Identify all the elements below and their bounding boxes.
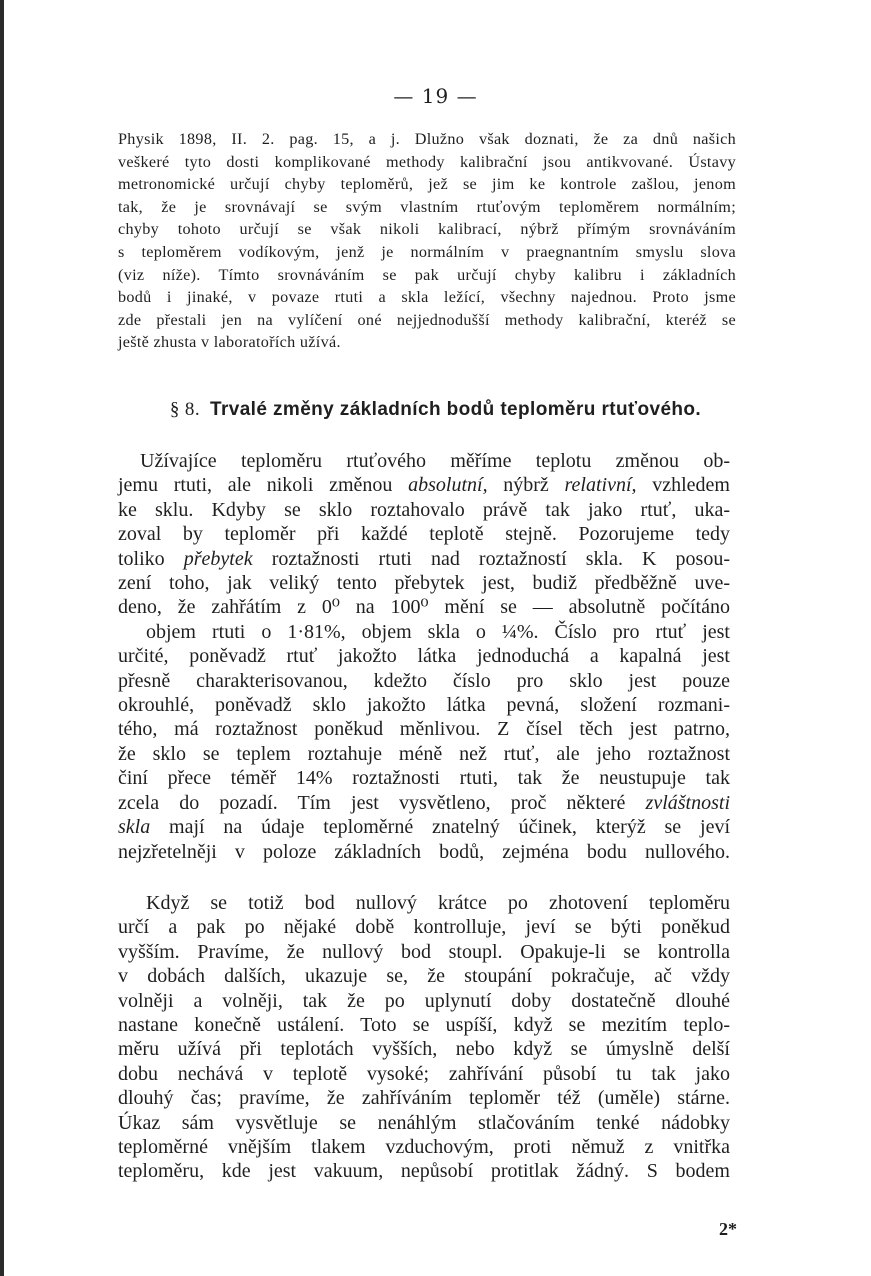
text-run: vzhledem bbox=[636, 474, 730, 497]
text-line bbox=[118, 547, 730, 571]
text-line: dlouhý čas; pravíme, že zahříváním teploměr též (uměle) stárne. bbox=[118, 1087, 730, 1110]
text-line: nejzřetelněji v poloze základních bodů, zejména bodu nullového. bbox=[118, 840, 730, 863]
footnote-line: metronomické určují chyby teploměrů, jež se jim ke kontrole zašlou, jenom bbox=[118, 175, 736, 194]
footnote-line: s teploměrem vodíkovým, jenž je normálním v praegnantním smyslu slova bbox=[118, 242, 736, 261]
text-line: okrouhlé, poněvadž sklo jakožto látka pevná, složení rozmani- bbox=[118, 694, 730, 717]
text-line: činí přece téměř 14% roztažnosti rtuti, tak že neustupuje tak bbox=[118, 767, 730, 790]
text-line bbox=[118, 473, 730, 497]
text-run: nýbrž bbox=[487, 474, 565, 497]
text-run: zcela do pozadí. Tím jest vysvětleno, proč některé bbox=[118, 791, 646, 814]
text-line: zení toho, jak veliký tento přebytek jest, budiž předběžně uve- bbox=[118, 572, 730, 595]
text-line: teploměru, kde jest vakuum, nepůsobí protitlak žádný. S bodem bbox=[118, 1160, 730, 1183]
body-paragraph-2 bbox=[118, 891, 730, 1184]
footnote-paragraph bbox=[118, 128, 736, 354]
text-line: určí a pak po nějaké době kontrolluje, jeví se býti poněkud bbox=[118, 916, 730, 939]
text-run: mají na údaje teploměrné znatelný účinek, kterýž se jeví bbox=[150, 816, 730, 839]
emphasis: relativní, bbox=[564, 474, 637, 497]
footnote-line: bodů i jinaké, v povaze rtuti a skla ležící, všechny najednou. Proto jsme bbox=[118, 288, 736, 307]
footnote-line: chyby tohoto určují se však nikoli kalibrací, nýbrž přímým srovnáváním bbox=[118, 220, 736, 239]
text-run: toliko bbox=[118, 547, 184, 570]
footnote-line: tak, že je srovnávají se svým vlastním rtuťovým teploměrem normálním; bbox=[118, 197, 736, 216]
section-heading bbox=[0, 399, 871, 421]
text-line: určité, poněvadž rtuť jakožto látka jednoduchá a kapalná jest bbox=[118, 645, 730, 668]
emphasis: přebytek bbox=[183, 547, 253, 570]
text-line: volněji a volněji, tak že po uplynutí doby dostatečně dlouhé bbox=[118, 989, 730, 1012]
section-title: Trvalé změny základních bodů teploměru rtuťového. bbox=[209, 399, 702, 420]
footnote-line: Physik 1898, II. 2. pag. 15, a j. Dlužno však doznati, že za dnů našich bbox=[118, 130, 736, 148]
text-line: měru užívá při teplotách vyšších, nebo když se úmyslně delší bbox=[118, 1038, 730, 1061]
text-line: dobu nechává v teplotě vysoké; zahřívání působí tu tak jako bbox=[118, 1062, 730, 1085]
footnote-line: zde přestali jen na vylíčení oné nejjednodušší methody kalibrační, kteréž se bbox=[118, 310, 736, 329]
text-line bbox=[118, 791, 730, 815]
text-run: roztažnosti rtuti nad roztažností skla. K posou- bbox=[252, 547, 730, 570]
text-line: tého, má roztažnost poněkud měnlivou. Z čísel těch jest patrno, bbox=[118, 718, 730, 741]
body-paragraph-1 bbox=[118, 449, 730, 864]
footnote-line: (viz níže). Tímto srovnáváním se pak určují chyby kalibru i základních bbox=[118, 265, 736, 284]
text-line: deno, že zahřátím z 0⁰ na 100⁰ mění se — absolutně počítáno bbox=[118, 596, 730, 619]
page-number: — 19 — bbox=[393, 84, 478, 108]
text-line: ke sklu. Kdyby se sklo roztahovalo právě tak jako rtuť, uka- bbox=[118, 498, 730, 521]
text-line: objem rtuti o 1·81%, objem skla o ¼%. Číslo pro rtuť jest bbox=[146, 620, 730, 643]
text-line: přesně charakterisovanou, kdežto číslo pro sklo jest pouze bbox=[118, 669, 730, 692]
emphasis: zvláštnosti bbox=[645, 791, 730, 814]
footnote-line: ještě zhusta v laboratořích užívá. bbox=[118, 333, 341, 352]
text-line: zoval by teploměr při každé teplotě stejně. Pozorujeme tedy bbox=[118, 523, 730, 546]
footnote-line: veškeré tyto dosti komplikované methody kalibrační jsou antikvované. Ústavy bbox=[118, 152, 736, 171]
text-line: Úkaz sám vysvětluje se nenáhlým stlačováním tenké nádobky bbox=[118, 1111, 730, 1134]
text-line: vyšším. Pravíme, že nullový bod stoupl. Opakuje-li se kontrolla bbox=[118, 940, 730, 963]
page-edge bbox=[0, 0, 4, 1276]
emphasis: skla bbox=[118, 816, 151, 839]
text-line: teploměrné vnějším tlakem vzduchovým, proti němuž z vnitřka bbox=[118, 1136, 730, 1159]
text-line: že sklo se teplem roztahuje méně než rtuť, ale jeho roztažnost bbox=[118, 742, 730, 765]
section-number: § 8. bbox=[169, 399, 200, 420]
text-run: jemu rtuti, ale nikoli změnou bbox=[118, 474, 409, 497]
text-line: Užívajíce teploměru rtuťového měříme teplotu změnou ob- bbox=[140, 450, 730, 472]
text-line bbox=[118, 815, 730, 839]
emphasis: absolutní, bbox=[408, 474, 488, 497]
text-line: v dobách dalších, ukazuje se, že stoupání pokračuje, ač vždy bbox=[118, 965, 730, 988]
signature-mark: 2* bbox=[719, 1219, 737, 1239]
text-line: Když se totiž bod nullový krátce po zhotovení teploměru bbox=[146, 892, 730, 914]
text-line: nastane konečně ustálení. Toto se uspíší, když se mezitím teplo- bbox=[118, 1014, 730, 1037]
